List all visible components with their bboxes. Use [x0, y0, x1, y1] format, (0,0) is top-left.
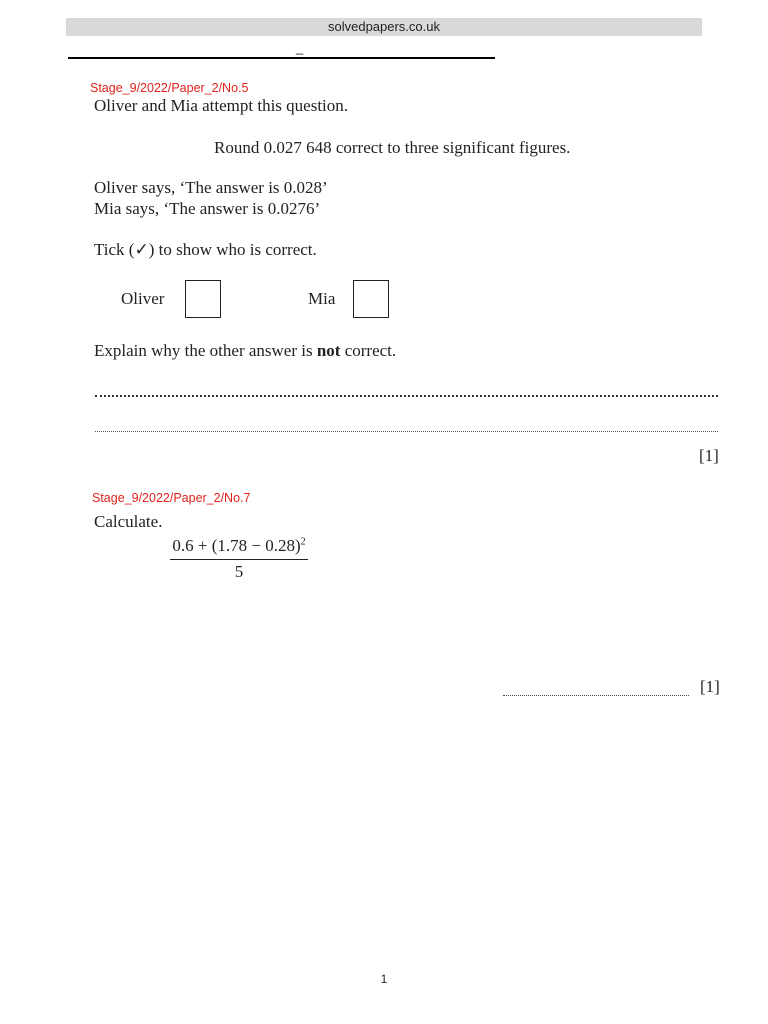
- page-number: 1: [380, 972, 388, 986]
- answer-line-1[interactable]: [95, 395, 718, 397]
- option-oliver-label: Oliver: [121, 289, 165, 308]
- fraction-numerator: [170, 536, 308, 560]
- answer-line-2[interactable]: [95, 431, 718, 432]
- option-mia-label: Mia: [308, 289, 336, 308]
- q5-reference: Stage_9/2022/Paper_2/No.5: [90, 81, 249, 95]
- tick-box-oliver[interactable]: [185, 280, 221, 318]
- q5-question: Round 0.027 648 correct to three significant figures.: [214, 138, 571, 157]
- exponent: 2: [300, 536, 306, 548]
- q7-instruction: Calculate.: [94, 512, 163, 531]
- tick-box-mia[interactable]: [353, 280, 389, 318]
- q5-mia-says: Mia says, ‘The answer is 0.0276’: [94, 199, 321, 218]
- q5-intro: Oliver and Mia attempt this question.: [94, 96, 349, 115]
- site-header: solvedpapers.co.uk: [66, 18, 702, 36]
- q5-tick-instruction: Tick (✓) to show who is correct.: [94, 240, 317, 259]
- q5-explain-instruction: [94, 341, 396, 361]
- explain-prefix: Explain why the other answer is: [94, 341, 317, 360]
- q5-mark: [1]: [699, 446, 719, 465]
- q7-reference: Stage_9/2022/Paper_2/No.7: [92, 491, 251, 505]
- explain-suffix: correct.: [340, 341, 397, 360]
- numerator-text: 0.6 + (1.78 − 0.28): [172, 536, 301, 555]
- fraction-denominator: 5: [234, 562, 244, 581]
- header-dash: _: [296, 40, 304, 55]
- q5-oliver-says: Oliver says, ‘The answer is 0.028’: [94, 178, 328, 197]
- q7-mark: [1]: [700, 677, 720, 696]
- q7-answer-line[interactable]: [503, 695, 689, 696]
- explain-bold: not: [316, 341, 341, 360]
- header-rule: [68, 57, 495, 59]
- q7-fraction: [170, 536, 308, 582]
